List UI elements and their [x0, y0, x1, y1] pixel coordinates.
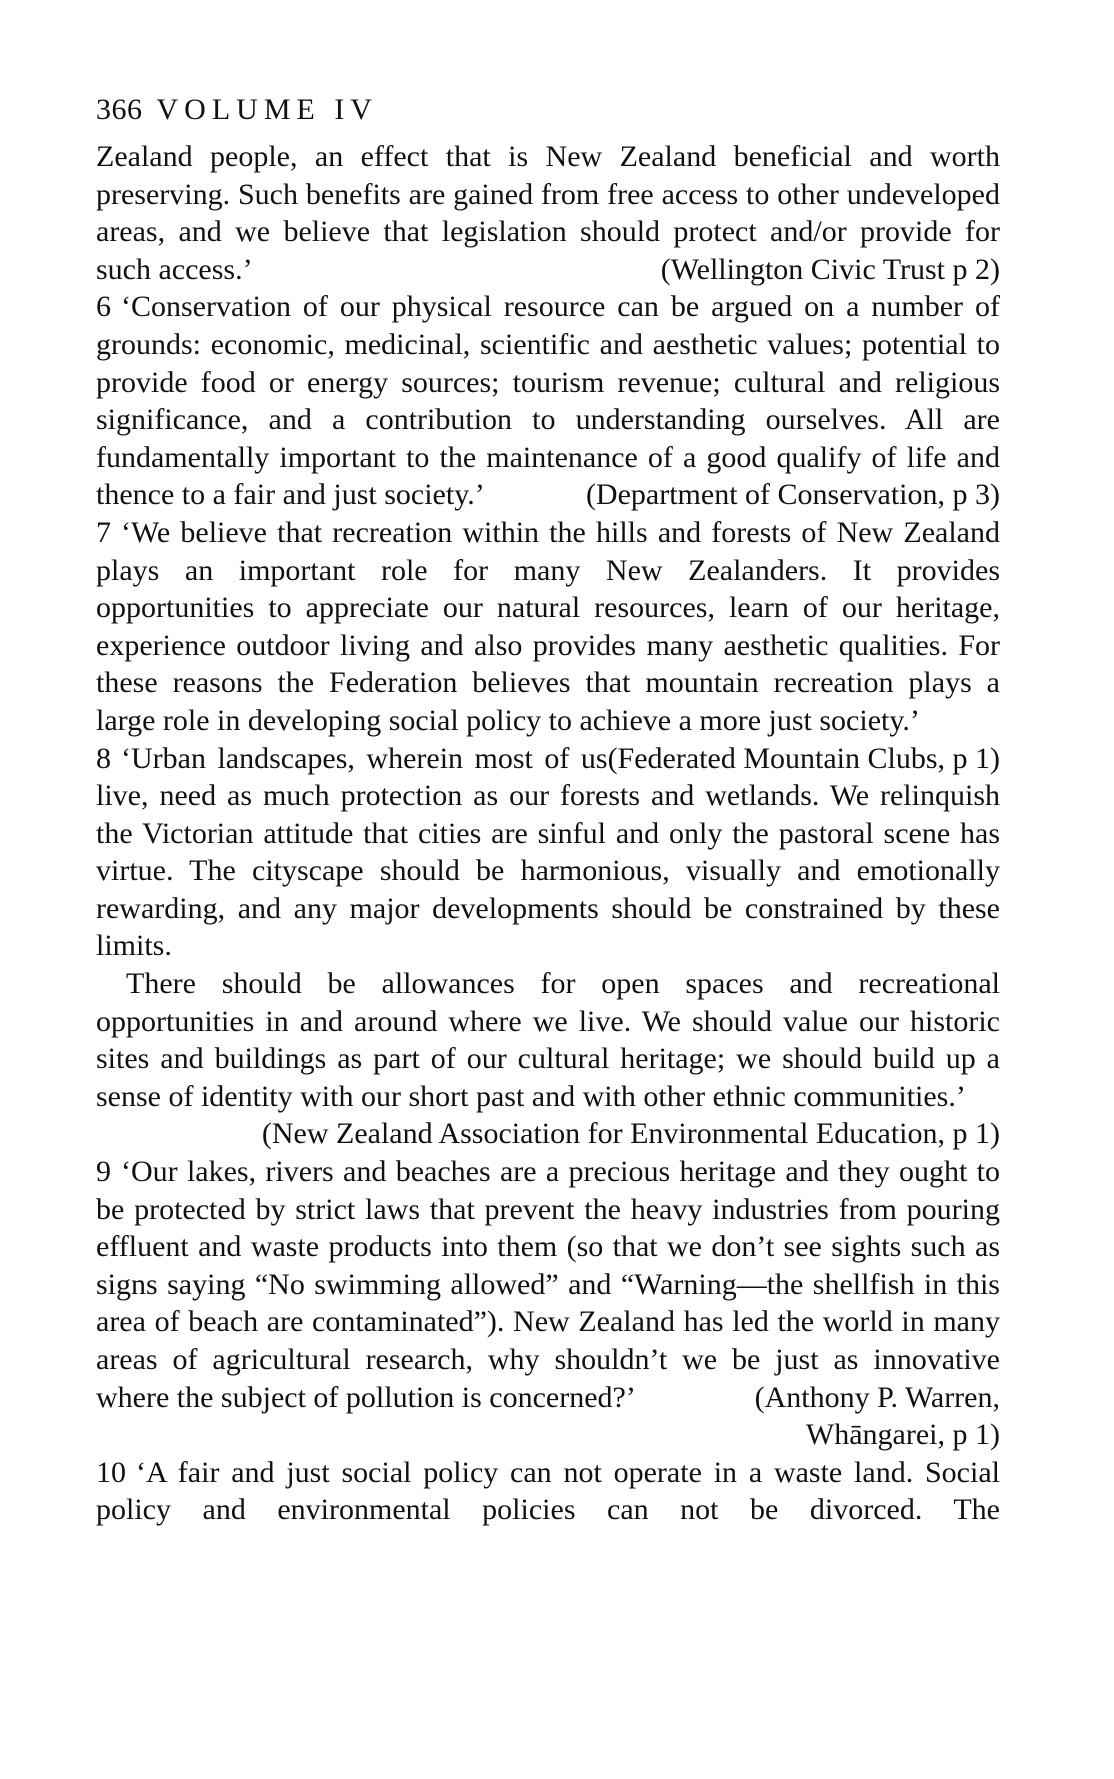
book-page — [96, 0, 1000, 1567]
paragraph-text: ‘A fair and just social policy can not operate in a waste land. Social policy and environmental policies can not be divorced. The — [96, 1455, 1000, 1527]
running-header — [96, 88, 1000, 132]
paragraph-number: 10 — [96, 1455, 126, 1489]
paragraph-8-second — [96, 965, 1000, 1115]
paragraph-number: 9 — [96, 1155, 111, 1189]
citation: (Anthony P. Warren, — [754, 1380, 1000, 1414]
citation: (Wellington Civic Trust p 2) — [660, 252, 1000, 286]
paragraph-text: ‘We believe that recreation within the hills and forests of New Zealand plays an important role for many New Zealanders. It provides opportunities to appreciate our natural resources, learn of our heritage, experience outdoor living and also provides many aesthetic qualities. For these reasons the Federation believes that mountain recreation plays a large role in developing social policy to achieve a more just society.’ — [96, 515, 1000, 737]
citation: (Department of Conservation, p 3) — [585, 478, 1000, 512]
paragraph-6 — [96, 288, 1000, 514]
paragraph-text: ‘Urban landscapes, wherein most of us live, need as much protection as our forests and wetlands. We relinquish the Victorian attitude that cities are sinful and only the pastoral scene has virtue. The cityscape should be harmonious, visually and emotionally rewarding, and any major developments should be constrained by these limits. — [96, 741, 1000, 963]
paragraph-text: There should be allowances for open spaces and recreational opportunities in and around where we live. We should value our historic sites and buildings as part of our cultural heritage; we should build up a sense of identity with our short past and with other ethnic communities.’ — [96, 967, 1000, 1113]
citation-continued: Whāngarei, p 1) — [805, 1418, 1000, 1452]
paragraph-text: ‘Our lakes, rivers and beaches are a precious heritage and they ought to be protected by strict laws that prevent the heavy industries from pouring effluent and waste products into them (so that we don’t see sights such as signs saying “No swimming allowed” and “Warning—the shellfish in this area of beach are contaminated”). New Zealand has led the world in many areas of agricultural research, why shouldn’t we be just as innovative where the subject of pollution is concerned?’ — [96, 1155, 1000, 1414]
paragraph-5-continued — [96, 138, 1000, 288]
citation: (New Zealand Association for Environmental Education, p 1) — [261, 1117, 1000, 1151]
paragraph-number: 6 — [96, 290, 111, 324]
paragraph-9 — [96, 1153, 1000, 1416]
paragraph-10 — [96, 1454, 1000, 1567]
citation: (Federated Mountain Clubs, p 1) — [607, 741, 1000, 775]
paragraph-number: 7 — [96, 515, 111, 549]
volume-title: VOLUME IV — [156, 93, 378, 126]
paragraph-7 — [96, 514, 1000, 775]
paragraph-number: 8 — [96, 741, 111, 775]
paragraph-text: ‘Conservation of our physical resource can be argued on a number of grounds: economic, medicinal, scientific and aesthetic values; potential to provide food or energy sources; tourism revenue; cultural and religious significance, and a contribution to understanding ourselves. All are fundamentally important to the maintenance of a good qualify of life and thence to a fair and just society.’ — [96, 290, 1000, 512]
paragraph-text: Zealand people, an effect that is New Zealand beneficial and worth preserving. Such benefits are gained from free access to other undeveloped areas, and we believe that legislation should protect and/or provide for such access.’ — [96, 140, 1000, 286]
page-body — [96, 138, 1000, 1567]
page-number: 366 — [96, 93, 143, 126]
